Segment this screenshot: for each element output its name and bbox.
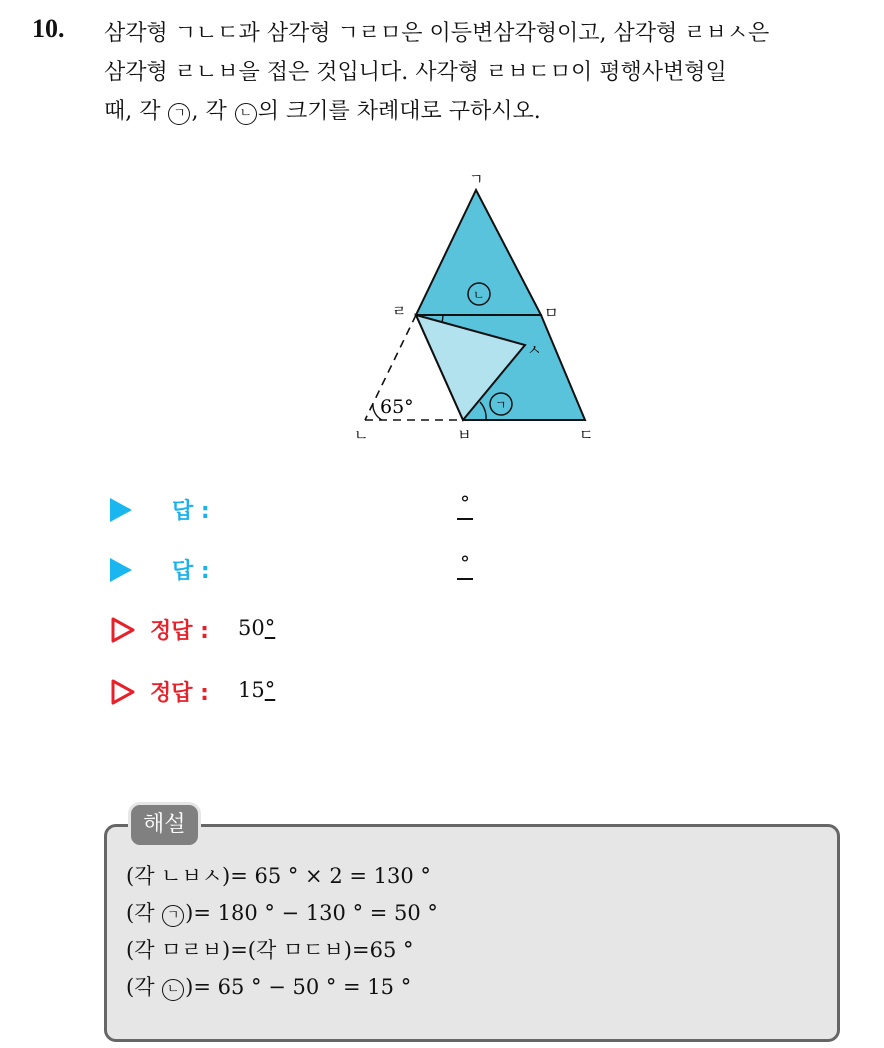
correct-value-1-unit: ° <box>264 616 276 640</box>
answer-blank-1-line <box>457 518 473 520</box>
figure-label-right-mid: ㅁ <box>544 304 559 322</box>
answer-blank-1-unit: ° <box>460 491 470 515</box>
answer-label-2: 답 : <box>172 559 210 584</box>
figure-label-left-mid: ㄹ <box>392 302 407 320</box>
play-arrow-icon <box>110 558 132 582</box>
figure-label-bottom-left: ㄴ <box>354 426 369 444</box>
answer-blank-1[interactable] <box>450 491 480 515</box>
explanation-tab: 해설 <box>128 802 201 848</box>
circled-giyeok-icon: ㄱ <box>168 103 190 125</box>
question-line-3-b: , 각 <box>191 99 234 124</box>
explanation-line-4-b: )= 65 ° − 50 ° = 15 ° <box>185 975 412 999</box>
outline-arrow-icon <box>110 616 136 644</box>
correct-label-2: 정답 : <box>150 681 209 706</box>
answer-label-1: 답 : <box>172 499 210 524</box>
answer-blank-2-line <box>457 578 473 580</box>
correct-value-2 <box>238 678 275 702</box>
explanation-line-3: (각 ㅁㄹㅂ)=(각 ㅁㄷㅂ)=65 ° <box>126 938 414 962</box>
question-line-3-a: 때, 각 <box>104 99 168 124</box>
question-text <box>104 14 864 131</box>
question-number: 10. <box>32 14 65 43</box>
question-line-3 <box>104 92 864 131</box>
explanation-line-1: (각 ㄴㅂㅅ)= 65 ° × 2 = 130 ° <box>126 864 431 888</box>
correct-value-2-unit: ° <box>264 678 276 702</box>
explanation-line-2 <box>126 895 438 932</box>
marker-label-b: ㄴ <box>473 288 485 302</box>
figure-svg <box>340 160 600 450</box>
correct-answer-row-1 <box>110 614 410 654</box>
figure-label-fold: ㅅ <box>527 341 542 359</box>
answer-row-1 <box>110 491 510 534</box>
figure-angle-label: 65° <box>380 396 414 418</box>
explanation-lines <box>126 858 438 1006</box>
circled-giyeok-icon: ㄱ <box>162 905 184 927</box>
question-line-1: 삼각형 ㄱㄴㄷ과 삼각형 ㄱㄹㅁ은 이등변삼각형이고, 삼각형 ㄹㅂㅅ은 <box>104 21 770 46</box>
explanation-line-2-b: )= 180 ° − 130 ° = 50 ° <box>185 901 438 925</box>
explanation-line-2-a: (각 <box>126 901 162 925</box>
question-line-2: 삼각형 ㄹㄴㅂ을 접은 것입니다. 사각형 ㄹㅂㄷㅁ이 평행사변형일 <box>104 60 727 85</box>
explanation-line-4 <box>126 969 438 1006</box>
geometry-figure <box>340 160 600 450</box>
correct-value-2-num: 15 <box>238 678 265 702</box>
correct-answer-row-2 <box>110 676 410 716</box>
answer-row-2 <box>110 551 510 594</box>
question-line-3-c: 의 크기를 차례대로 구하시오. <box>257 99 541 124</box>
circled-nieun-icon: ㄴ <box>162 979 184 1001</box>
explanation-line-4-a: (각 <box>126 975 162 999</box>
figure-label-bottom-right: ㄷ <box>579 426 594 444</box>
figure-label-top: ㄱ <box>469 170 484 188</box>
correct-label-1: 정답 : <box>150 619 209 644</box>
correct-value-1-num: 50 <box>238 616 265 640</box>
play-arrow-icon <box>110 498 132 522</box>
figure-label-bottom-mid: ㅂ <box>457 426 472 444</box>
correct-value-1 <box>238 616 275 640</box>
outline-arrow-icon <box>110 678 136 706</box>
circled-nieun-icon: ㄴ <box>235 103 257 125</box>
answer-blank-2[interactable] <box>450 551 480 575</box>
marker-label-a: ㄱ <box>495 398 507 412</box>
answer-blank-2-unit: ° <box>460 551 470 575</box>
